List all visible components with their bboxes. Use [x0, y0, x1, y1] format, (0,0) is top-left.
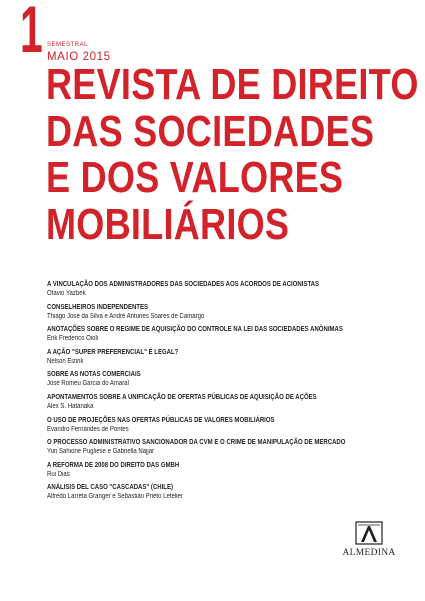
publication-date: MAIO 2015 [47, 51, 111, 63]
article-author: Evandro Fernandes de Pontes [47, 425, 129, 433]
title-line: MOBILIÁRIOS [46, 199, 290, 249]
article-title: ANÁLISIS DEL CASO "CASCADAS" (CHILE) [47, 484, 174, 492]
article-title: A AÇÃO "SUPER PREFERENCIAL" É LEGAL? [47, 348, 179, 356]
article-title: CONSELHEIROS INDEPENDENTES [47, 303, 149, 311]
toc-item [47, 280, 347, 298]
toc-item [47, 348, 347, 366]
journal-title [46, 62, 419, 248]
title-line: REVISTA DE DIREITO [46, 60, 419, 109]
publisher-logo [344, 521, 394, 581]
article-author: Rui Dias [47, 470, 70, 478]
article-author: Alex S. Hatanaka [47, 402, 94, 410]
toc-item [47, 483, 347, 501]
article-author: Otavio Yazbek [47, 290, 86, 297]
publisher-name: ALMEDINA [342, 548, 396, 558]
toc-item [47, 416, 347, 434]
toc-item [47, 325, 347, 343]
article-title: APONTAMENTOS SOBRE A UNIFICAÇÃO DE OFERTAS PÚBLICAS DE AQUISIÇÃO DE AÇÕES [47, 393, 317, 401]
article-author: Yuri Sahione Pugliese e Gabriella Najjar [47, 448, 155, 456]
title-line: E DOS VALORES [46, 153, 344, 202]
toc-item [47, 303, 347, 321]
article-author: Alfredo Larreta Granger e Sebastián Prieto Letelier [47, 493, 183, 501]
article-title: O PROCESSO ADMINISTRATIVO SANCIONADOR DA CVM E O CRIME DE MANIPULAÇÃO DE MERCADO [47, 439, 346, 447]
toc-item [47, 461, 347, 479]
issue-number: 1 [20, 0, 43, 66]
article-title: ANOTAÇÕES SOBRE O REGIME DE AQUISIÇÃO DO CONTROLE NA LEI DAS SOCIEDADES ANÔNIMAS [47, 326, 343, 334]
publication-period: SEMESTRAL [47, 42, 88, 48]
article-title: SOBRE AS NOTAS COMERCIAIS [47, 371, 141, 379]
article-title: A VINCULAÇÃO DOS ADMINISTRADORES DAS SOCIEDADES AOS ACORDOS DE ACIONISTAS [47, 281, 320, 288]
toc-item [47, 438, 347, 456]
article-title: A REFORMA DE 2008 DO DIREITO DAS GMBH [47, 461, 180, 469]
almedina-lambda-icon [355, 521, 383, 545]
table-of-contents [47, 280, 347, 506]
toc-item [47, 393, 347, 411]
article-author: Erik Frederico Oioli [47, 335, 99, 343]
article-author: Nelson Eizirik [47, 357, 84, 365]
article-author: Thiago José da Silva e André Antunes Soares de Camargo [47, 312, 205, 320]
article-author: José Romeu Garcia do Amaral [47, 380, 129, 388]
title-line: DAS SOCIEDADES [46, 106, 375, 156]
toc-item [47, 370, 347, 388]
article-title: O USO DE PROJEÇÕES NAS OFERTAS PÚBLICAS DE VALORES MOBILIÁRIOS [47, 416, 275, 424]
